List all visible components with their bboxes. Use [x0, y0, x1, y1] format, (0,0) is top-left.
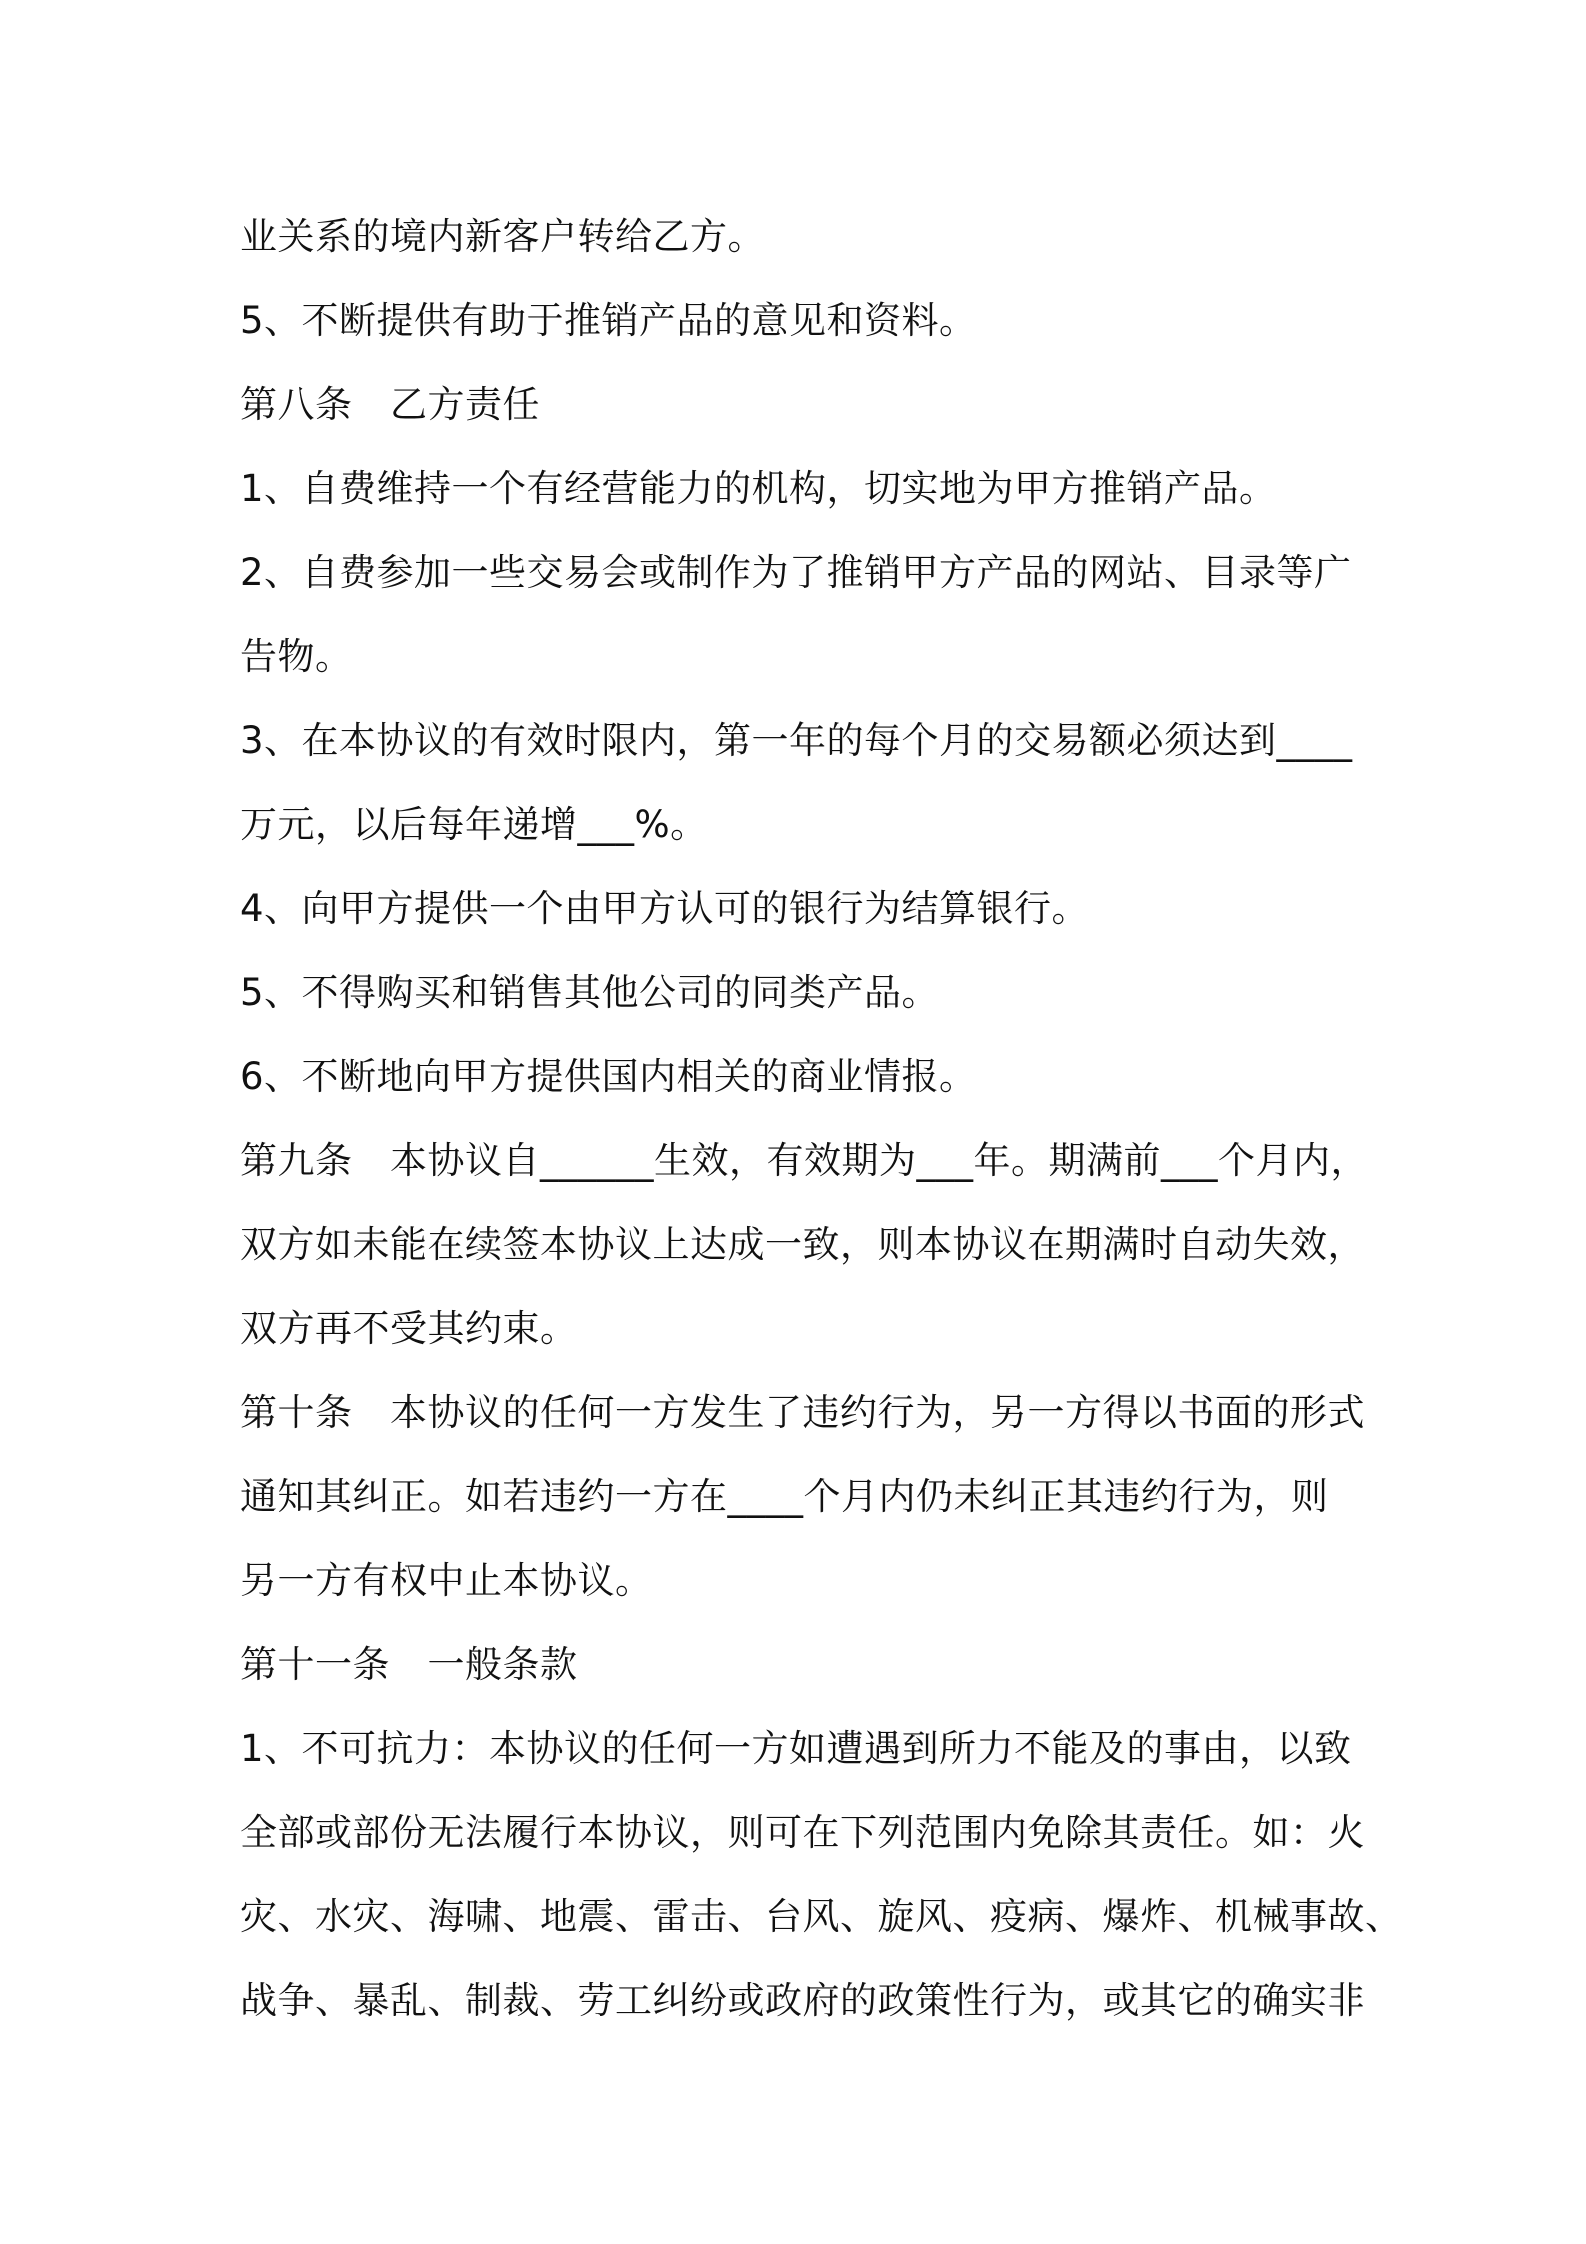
text-line: 4、向甲方提供一个由甲方认可的银行为结算银行。: [240, 887, 1090, 930]
text-line: 5、不断提供有助于推销产品的意见和资料。: [240, 299, 977, 342]
text-line: 通知其纠正。如若违约一方在____个月内仍未纠正其违约行为，则: [240, 1475, 1329, 1518]
text-line: 3、在本协议的有效时限内，第一年的每个月的交易额必须达到____: [240, 719, 1353, 762]
text-line: 5、不得购买和销售其他公司的同类产品。: [240, 971, 940, 1014]
text-line: 全部或部份无法履行本协议，则可在下列范围内免除其责任。如：火: [240, 1811, 1365, 1854]
text-line: 万元，以后每年递增___%。: [240, 803, 708, 846]
section-heading: 第九条 本协议自______生效，有效期为___年。期满前___个月内，: [240, 1139, 1368, 1182]
text-line: 6、不断地向甲方提供国内相关的商业情报。: [240, 1055, 977, 1098]
text-line: 双方再不受其约束。: [240, 1307, 578, 1350]
text-line: 1、自费维持一个有经营能力的机构，切实地为甲方推销产品。: [240, 467, 1277, 510]
text-line: 1、不可抗力：本协议的任何一方如遭遇到所力不能及的事由，以致: [240, 1727, 1352, 1770]
text-line: 业关系的境内新客户转给乙方。: [240, 215, 765, 258]
text-line: 灾、水灾、海啸、地震、雷击、台风、旋风、疫病、爆炸、机械事故、: [240, 1895, 1403, 1938]
document-body: [240, 195, 1403, 2043]
section-heading: 第八条 乙方责任: [240, 383, 540, 426]
text-line: 告物。: [240, 635, 353, 678]
text-line: 战争、暴乱、制裁、劳工纠纷或政府的政策性行为，或其它的确实非: [240, 1979, 1365, 2022]
text-line: 另一方有权中止本协议。: [240, 1559, 653, 1602]
section-heading: 第十一条 一般条款: [240, 1643, 578, 1686]
text-line: 2、自费参加一些交易会或制作为了推销甲方产品的网站、目录等广: [240, 551, 1352, 594]
section-heading: 第十条 本协议的任何一方发生了违约行为，另一方得以书面的形式: [240, 1391, 1365, 1434]
text-line: 双方如未能在续签本协议上达成一致，则本协议在期满时自动失效，: [240, 1223, 1365, 1266]
